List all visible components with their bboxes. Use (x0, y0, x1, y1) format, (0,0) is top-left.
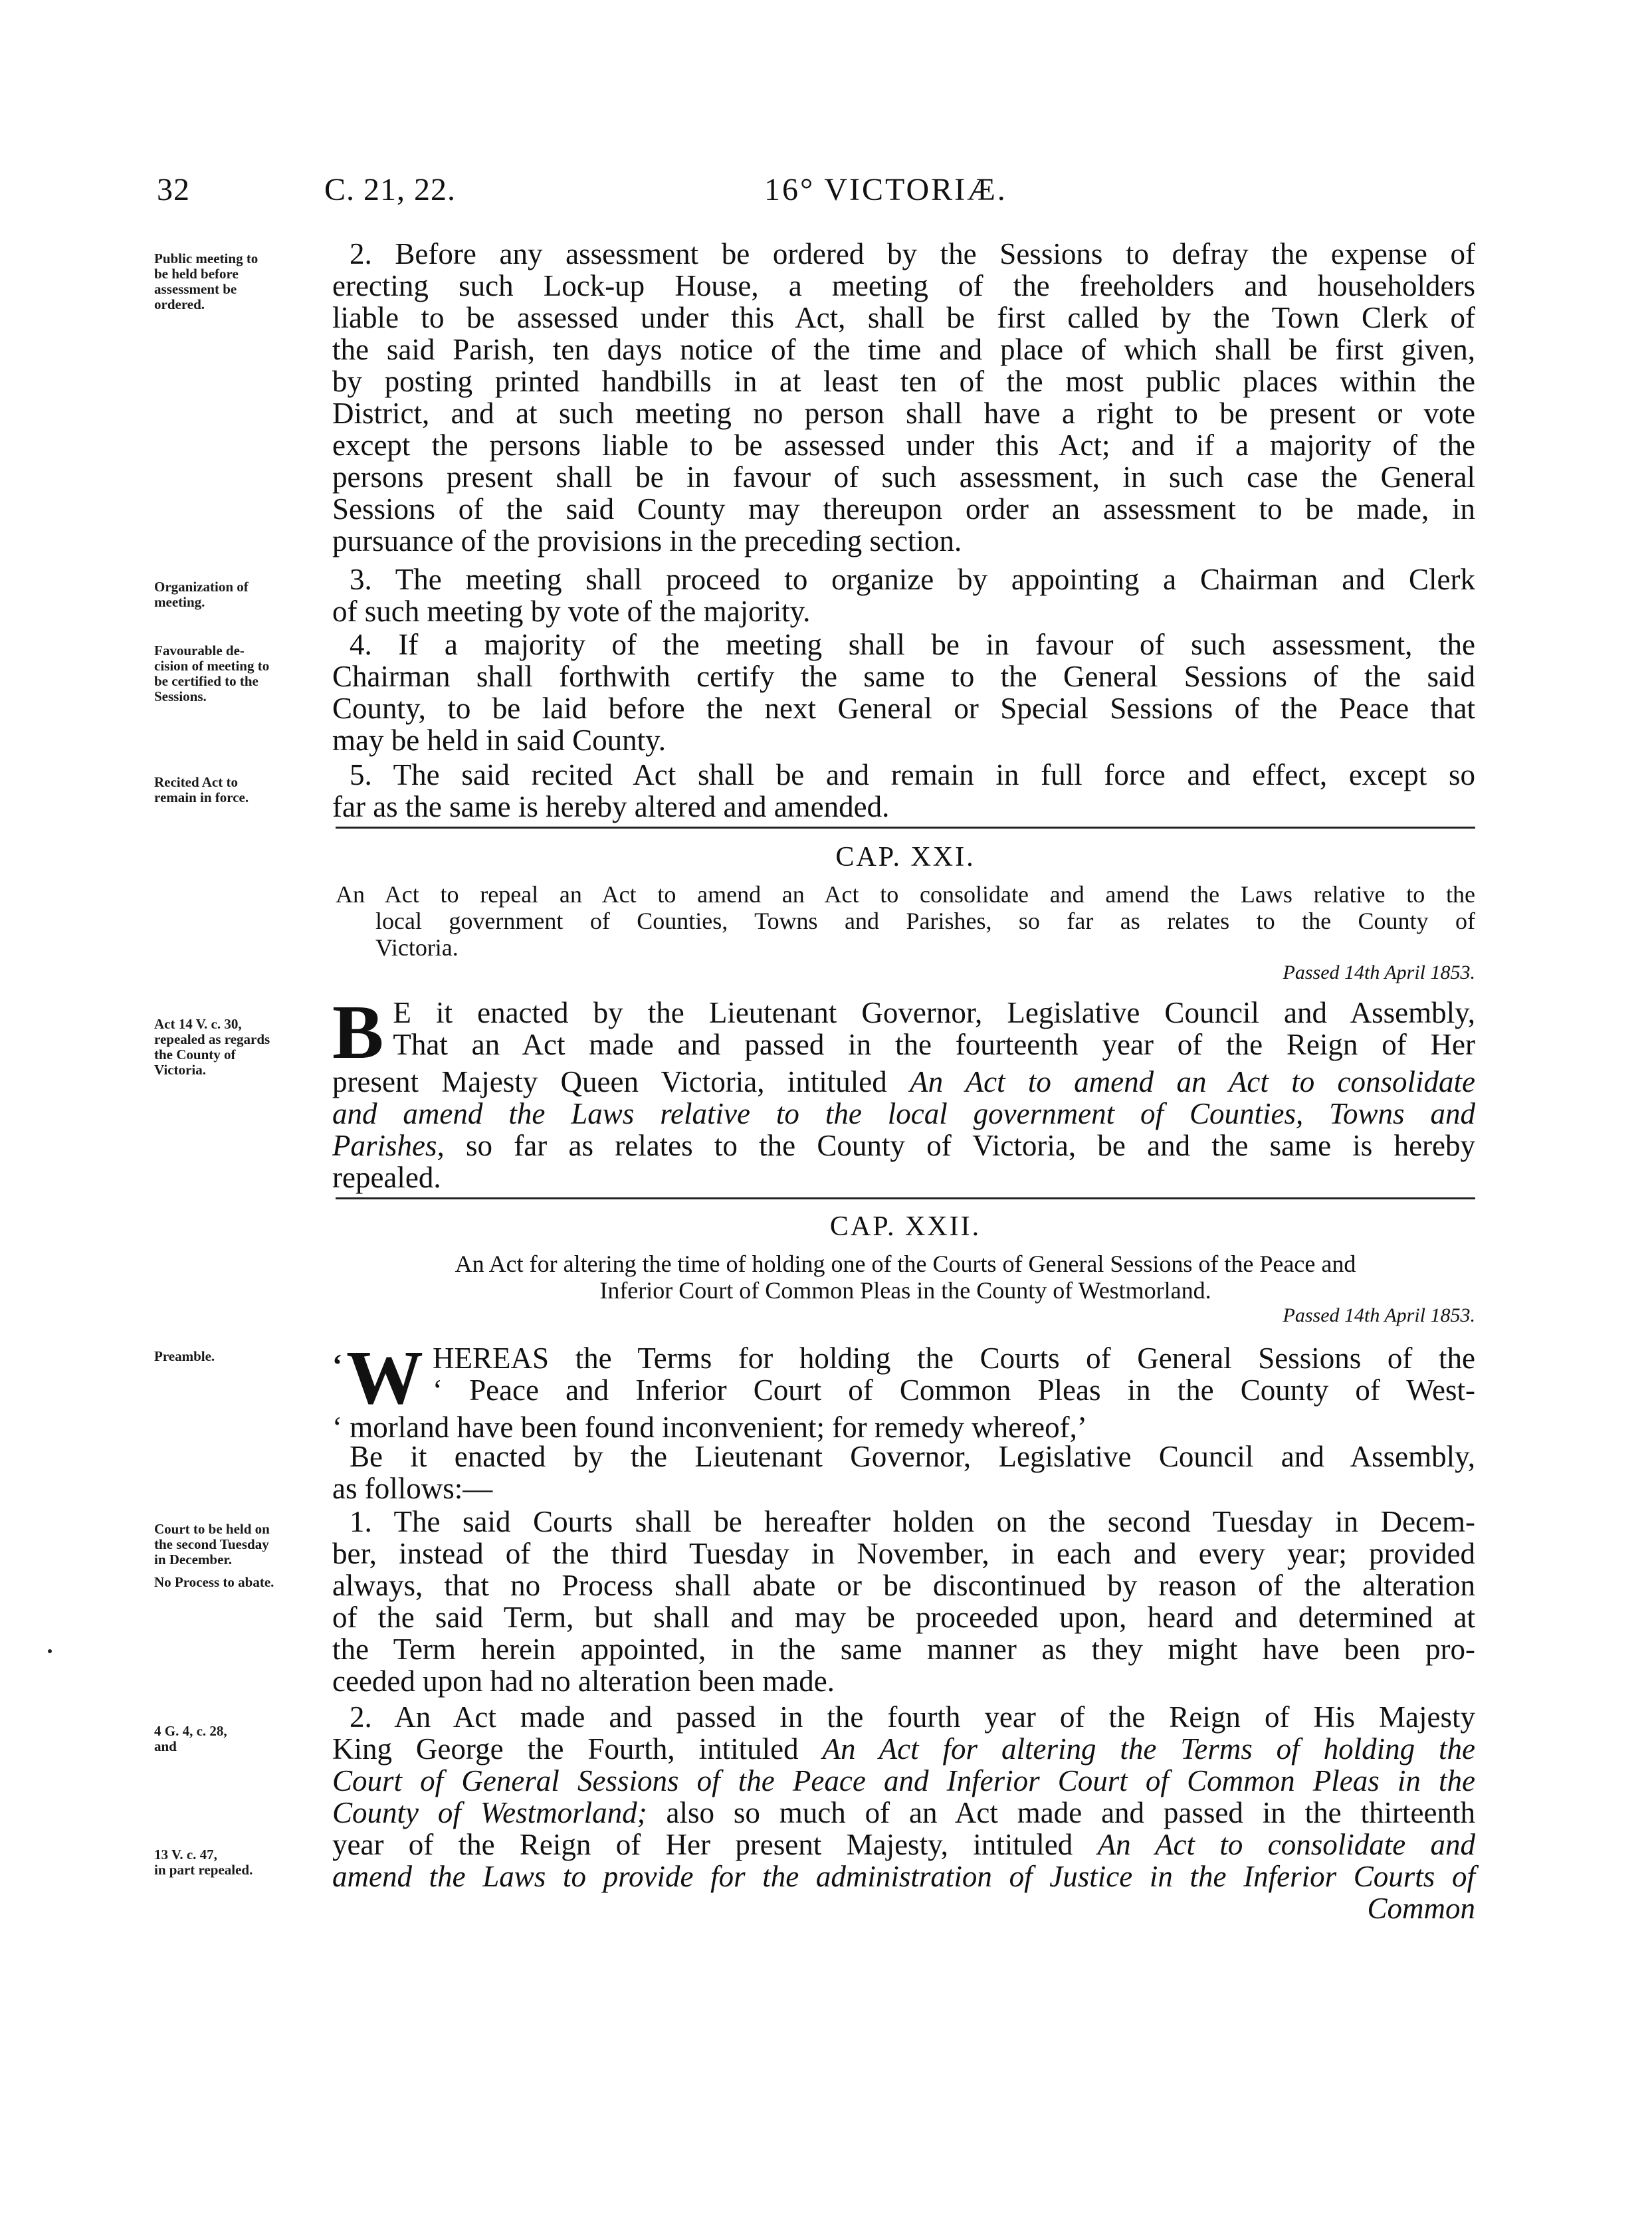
drop-cap-w: W (346, 1336, 423, 1421)
margin-note-favourable-decision: Favourable de- cision of meeting to be certified to the Sessions. (154, 643, 270, 704)
regnal-year-heading: 16° VICTORIÆ. (764, 172, 1007, 207)
section-divider-2 (336, 1197, 1475, 1199)
section-2-assessment-meeting: 2. Before any assessment be ordered by the Sessions to defray the expense of erecting such Lock-up House, a meeting of the freeholders and householders liable to be assessed under this Act, shall be first called by the Town Clerk of the said Parish, ten days notice of the time and place of which shall be first given, by posting printed handbills in at least ten of the most public places within the District, and at such meeting no person shall have a right to be present or vote except the persons liable to be assessed under this Act; and if a majority of the persons present shall be in favour of such assessment, in such case the General Sessions of the said County may thereupon order an assessment to be made, in pursuance of the provisions in the preceding section. (332, 237, 1475, 557)
margin-note-no-process: No Process to abate. (154, 1574, 274, 1590)
chapter-reference: C. 21, 22. (324, 172, 457, 207)
section-divider (336, 827, 1475, 829)
margin-note-act-repealed: Act 14 V. c. 30, repealed as regards the County of Victoria. (154, 1016, 270, 1078)
margin-note-4-g-4: 4 G. 4, c. 28, and (154, 1723, 227, 1754)
margin-note-13-v: 13 V. c. 47, in part repealed. (154, 1847, 253, 1878)
margin-note-preamble: Preamble. (154, 1348, 215, 1364)
section-5-recited-act: 5. The said recited Act shall be and remain in full force and effect, except so far as the same is hereby altered and amended. (332, 758, 1475, 823)
drop-cap-b: B (332, 990, 384, 1075)
cap-21-title: An Act to repeal an Act to amend an Act to consolidate and amend the Laws relative to the local government of Counties, Towns and Parishes, so far as relates to the County of Victoria. Passed 14th April 1853. (336, 881, 1475, 981)
margin-note-public-meeting: Public meeting to be held before assessment be ordered. (154, 251, 258, 312)
section-3-organization: 3. The meeting shall proceed to organize by appointing a Chairman and Clerk of such meeting by vote of the majority. (332, 563, 1475, 628)
page-number: 32 (157, 172, 190, 207)
cap-22-preamble: ‘ W HEREAS the Terms for holding the Courts of General Sessions of the ‘ Peace and Inferior Court of Common Pleas in the County of West- ‘ morland have been found inconvenient; for remedy whereof,’ (332, 1336, 1475, 1444)
cap-22-enacting-clause: Be it enacted by the Lieutenant Governor, Legislative Council and Assembly, as follows:— (332, 1440, 1475, 1505)
cap-22-section-1: 1. The said Courts shall be hereafter holden on the second Tuesday in Decem- ber, instead of the third Tuesday in November, in each and every year; provided always, that no Process shall abate or be discontinued by reason of the alteration of the said Term, but shall and may be proceeded upon, heard and determined at the Term herein appointed, in the same manner as they might have been pro- ceeded upon had no alteration been made. (332, 1505, 1475, 1698)
margin-note-court-december: Court to be held on the second Tuesday in December. (154, 1521, 270, 1567)
ink-speck (48, 1649, 52, 1653)
cap-22-section-2: 2. An Act made and passed in the fourth year of the Reign of His Majesty King George the Fourth, intituled An Act for altering the Terms of holding the Court of General Sessions of the Peace and Inferior Court of Common Pleas in the County of Westmorland; also so much of an Act made and passed in the thirteenth year of the Reign of Her present Majesty, intituled An Act to consolidate and amend the Laws to provide for the administration of Justice in the Inferior Courts of Common (332, 1700, 1476, 1925)
section-4-certification: 4. If a majority of the meeting shall be in favour of such assessment, the Chairman shall forthwith certify the same to the General Sessions of the said County, to be laid before the next General or Special Sessions of the Peace that may be held in said County. (332, 628, 1475, 757)
margin-note-recited-act: Recited Act to remain in force. (154, 774, 249, 805)
cap-22-heading: CAP. XXII. (829, 1211, 981, 1242)
cap-22-title: An Act for altering the time of holding one of the Courts of General Sessions of the Peace and Inferior Court of Common Pleas in the County of Westmorland. Passed 14th April 1853. (336, 1251, 1475, 1324)
cap-21-enacting-clause: B E it enacted by the Lieutenant Governor, Legislative Council and Assembly, That an Act made and passed in the fourteenth year of the Reign of Her present Majesty Queen Victoria, intituled An Act to amend an Act to consolidate and amend the Laws relative to the local government of Counties, Towns and Parishes, so far as relates to the County of Victoria, be and the same is hereby repealed. (332, 990, 1476, 1194)
cap-21-passed-date: Passed 14th April 1853. (1283, 961, 1475, 983)
cap-22-passed-date: Passed 14th April 1853. (1283, 1304, 1475, 1326)
cap-21-heading: CAP. XXI. (835, 842, 976, 872)
catchword: Common (1367, 1892, 1475, 1925)
margin-note-organization: Organization of meeting. (154, 579, 249, 610)
